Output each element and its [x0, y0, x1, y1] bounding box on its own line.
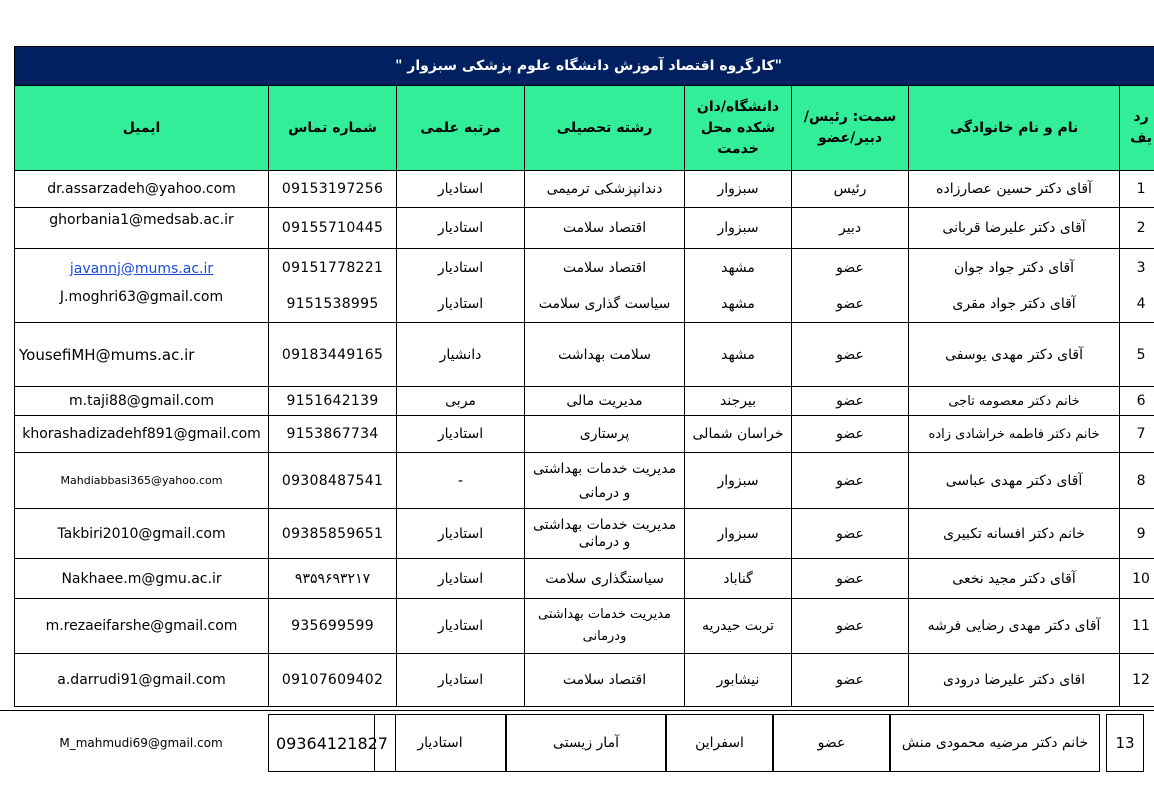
member-rank: استادیار [437, 295, 484, 312]
member-field: دندانپزشکی ترمیمی [525, 171, 685, 208]
member-phone: 935699599 [269, 599, 397, 654]
member-university: تربت حیدریه [685, 599, 792, 654]
member-university: سبزوار [685, 171, 792, 208]
member-role: عضو [792, 453, 909, 509]
member-university: خراسان شمالی [685, 416, 792, 453]
member-role: عضو [792, 599, 909, 654]
row-number: 1 [1120, 171, 1154, 208]
member-name: آقای دکتر مجید نخعی [909, 559, 1120, 599]
member-rank: استادیار [397, 599, 525, 654]
table-title: "کارگروه اقتصاد آموزش دانشگاه علوم پزشکی سبزوار " [15, 47, 1154, 86]
member-email: khorashadizadehf891@gmail.com [15, 416, 269, 453]
row-number: 9 [1120, 509, 1154, 559]
member-name: آقای دکتر جواد مقری [952, 295, 1076, 312]
member-university: سبزوار [685, 453, 792, 509]
member-role: عضو [773, 714, 890, 772]
row-number: 12 [1120, 654, 1154, 707]
member-name: آقای دکتر مهدی یوسفی [909, 323, 1120, 387]
member-name: اقای دکتر علیرضا درودی [909, 654, 1120, 707]
member-field: اقتصاد سلامت [525, 208, 685, 249]
member-email: Nakhaee.m@gmu.ac.ir [15, 559, 269, 599]
member-rank: استادیار [397, 208, 525, 249]
member-phone: 09153197256 [269, 171, 397, 208]
member-role: رئیس [792, 171, 909, 208]
member-email: Mahdiabbasi365@yahoo.com [15, 453, 269, 509]
member-university: مشهد [721, 259, 755, 276]
table-row [15, 416, 1154, 453]
member-field: اقتصاد سلامت [525, 654, 685, 707]
member-email: M_mahmudi69@gmail.com [59, 736, 223, 750]
member-field: آمار زیستی [506, 714, 666, 772]
member-phone: ۹۳۵۹۶۹۳۲۱۷ [269, 559, 397, 599]
table-row [15, 171, 1154, 208]
table-row [15, 509, 1154, 559]
member-rank: استادیار [397, 171, 525, 208]
separator-line [0, 710, 1154, 711]
header-phone: شماره تماس [269, 86, 397, 171]
member-phone: 09155710445 [269, 208, 397, 249]
member-role: عضو [792, 509, 909, 559]
member-field: اقتصاد سلامت [562, 259, 647, 276]
member-phone: 9151642139 [269, 387, 397, 416]
member-university: بیرجند [685, 387, 792, 416]
table-row-pair [15, 249, 1154, 323]
member-rank: استادیار [397, 509, 525, 559]
header-row-number: رد یف [1120, 86, 1154, 171]
member-phone: 9151538995 [286, 295, 379, 312]
member-email: a.darrudi91@gmail.com [15, 654, 269, 707]
header-row [15, 86, 1154, 171]
table-row [15, 654, 1154, 707]
member-university: مشهد [721, 295, 755, 312]
member-rank: - [397, 453, 525, 509]
member-university: گناباد [685, 559, 792, 599]
member-field: مدیریت خدمات بهداشتی ودرمانی [525, 599, 685, 654]
member-role: عضو [792, 416, 909, 453]
members-table-frame [14, 46, 1152, 707]
member-field: سلامت بهداشت [525, 323, 685, 387]
member-field: پرستاری [525, 416, 685, 453]
member-phone: 09183449165 [269, 323, 397, 387]
table-row [15, 323, 1154, 387]
member-role: عضو [792, 654, 909, 707]
member-email: YousefiMH@mums.ac.ir [15, 323, 269, 387]
member-rank: استادیار [397, 559, 525, 599]
member-role: عضو [792, 559, 909, 599]
title-row [15, 47, 1154, 86]
member-rank: استادیار [397, 654, 525, 707]
header-university: دانشگاه/دان شکده محل خدمت [685, 86, 792, 171]
members-table [14, 46, 1154, 707]
member-phone: 9153867734 [269, 416, 397, 453]
member-email: dr.assarzadeh@yahoo.com [15, 171, 269, 208]
member-role: عضو [792, 323, 909, 387]
header-email: ایمیل [15, 86, 269, 171]
member-email: ghorbania1@medsab.ac.ir [15, 208, 269, 249]
member-name: خانم دکتر افسانه تکبیری [909, 509, 1120, 559]
table-row [15, 453, 1154, 509]
row-number: 13 [1106, 714, 1144, 772]
row-number: 10 [1120, 559, 1154, 599]
member-rank: استادیار [374, 714, 506, 772]
member-name: آقای دکتر حسین عصارزاده [909, 171, 1120, 208]
extra-row-13 [14, 714, 1144, 772]
row-number: 8 [1120, 453, 1154, 509]
member-name: خانم دکتر مرضیه محمودی منش [890, 714, 1100, 772]
member-rank: استادیار [397, 416, 525, 453]
table-row [15, 559, 1154, 599]
member-university: سبزوار [685, 509, 792, 559]
member-university: سبزوار [685, 208, 792, 249]
header-rank: مرتبه علمی [397, 86, 525, 171]
member-field: سیاست گذاری سلامت [538, 295, 671, 312]
member-role: عضو [836, 259, 864, 276]
row-number: 6 [1120, 387, 1154, 416]
member-role: عضو [792, 387, 909, 416]
table-row [15, 387, 1154, 416]
member-university: مشهد [685, 323, 792, 387]
table-row [15, 208, 1154, 249]
member-field: مدیریت خدمات بهداشتی و درمانی [525, 453, 685, 509]
member-phone: 09364121827 [268, 714, 396, 772]
member-name: آقای دکتر جواد جوان [953, 259, 1075, 276]
member-rank: استادیار [437, 259, 484, 276]
member-field: سیاستگذاری سلامت [525, 559, 685, 599]
row-number: 7 [1120, 416, 1154, 453]
member-name: آقای دکتر علیرضا قربانی [909, 208, 1120, 249]
member-role: عضو [836, 295, 864, 312]
header-field: رشته تحصیلی [525, 86, 685, 171]
member-email: J.moghri63@gmail.com [59, 288, 224, 305]
member-university: اسفراین [666, 714, 773, 772]
member-email: m.taji88@gmail.com [15, 387, 269, 416]
member-email-link[interactable]: javannj@mums.ac.ir [69, 260, 214, 277]
member-phone: 09107609402 [269, 654, 397, 707]
member-email: m.rezaeifarshe@gmail.com [15, 599, 269, 654]
member-phone: 09385859651 [269, 509, 397, 559]
row-number: 4 [1136, 295, 1146, 312]
member-name: آقای دکتر مهدی عباسی [909, 453, 1120, 509]
member-name: آقای دکتر مهدی رضایی فرشه [909, 599, 1120, 654]
member-rank: دانشیار [397, 323, 525, 387]
row-number: 2 [1120, 208, 1154, 249]
member-role: دبیر [792, 208, 909, 249]
member-email: Takbiri2010@gmail.com [15, 509, 269, 559]
member-field: مدیریت خدمات بهداشتی و درمانی [525, 509, 685, 559]
header-name: نام و نام خانوادگی [909, 86, 1120, 171]
row-number: 11 [1120, 599, 1154, 654]
row-number: 5 [1120, 323, 1154, 387]
member-name: خانم دکتر فاطمه خراشادی زاده [909, 416, 1120, 453]
header-role: سمت: رئیس/دبیر/عضو [792, 86, 909, 171]
member-phone: 09308487541 [269, 453, 397, 509]
table-row [15, 599, 1154, 654]
member-field: مدیریت مالی [525, 387, 685, 416]
member-name: خانم دکتر معصومه تاجی [909, 387, 1120, 416]
member-phone: 09151778221 [281, 259, 384, 276]
member-rank: مربی [397, 387, 525, 416]
member-university: نیشابور [685, 654, 792, 707]
row-number: 3 [1136, 259, 1146, 276]
